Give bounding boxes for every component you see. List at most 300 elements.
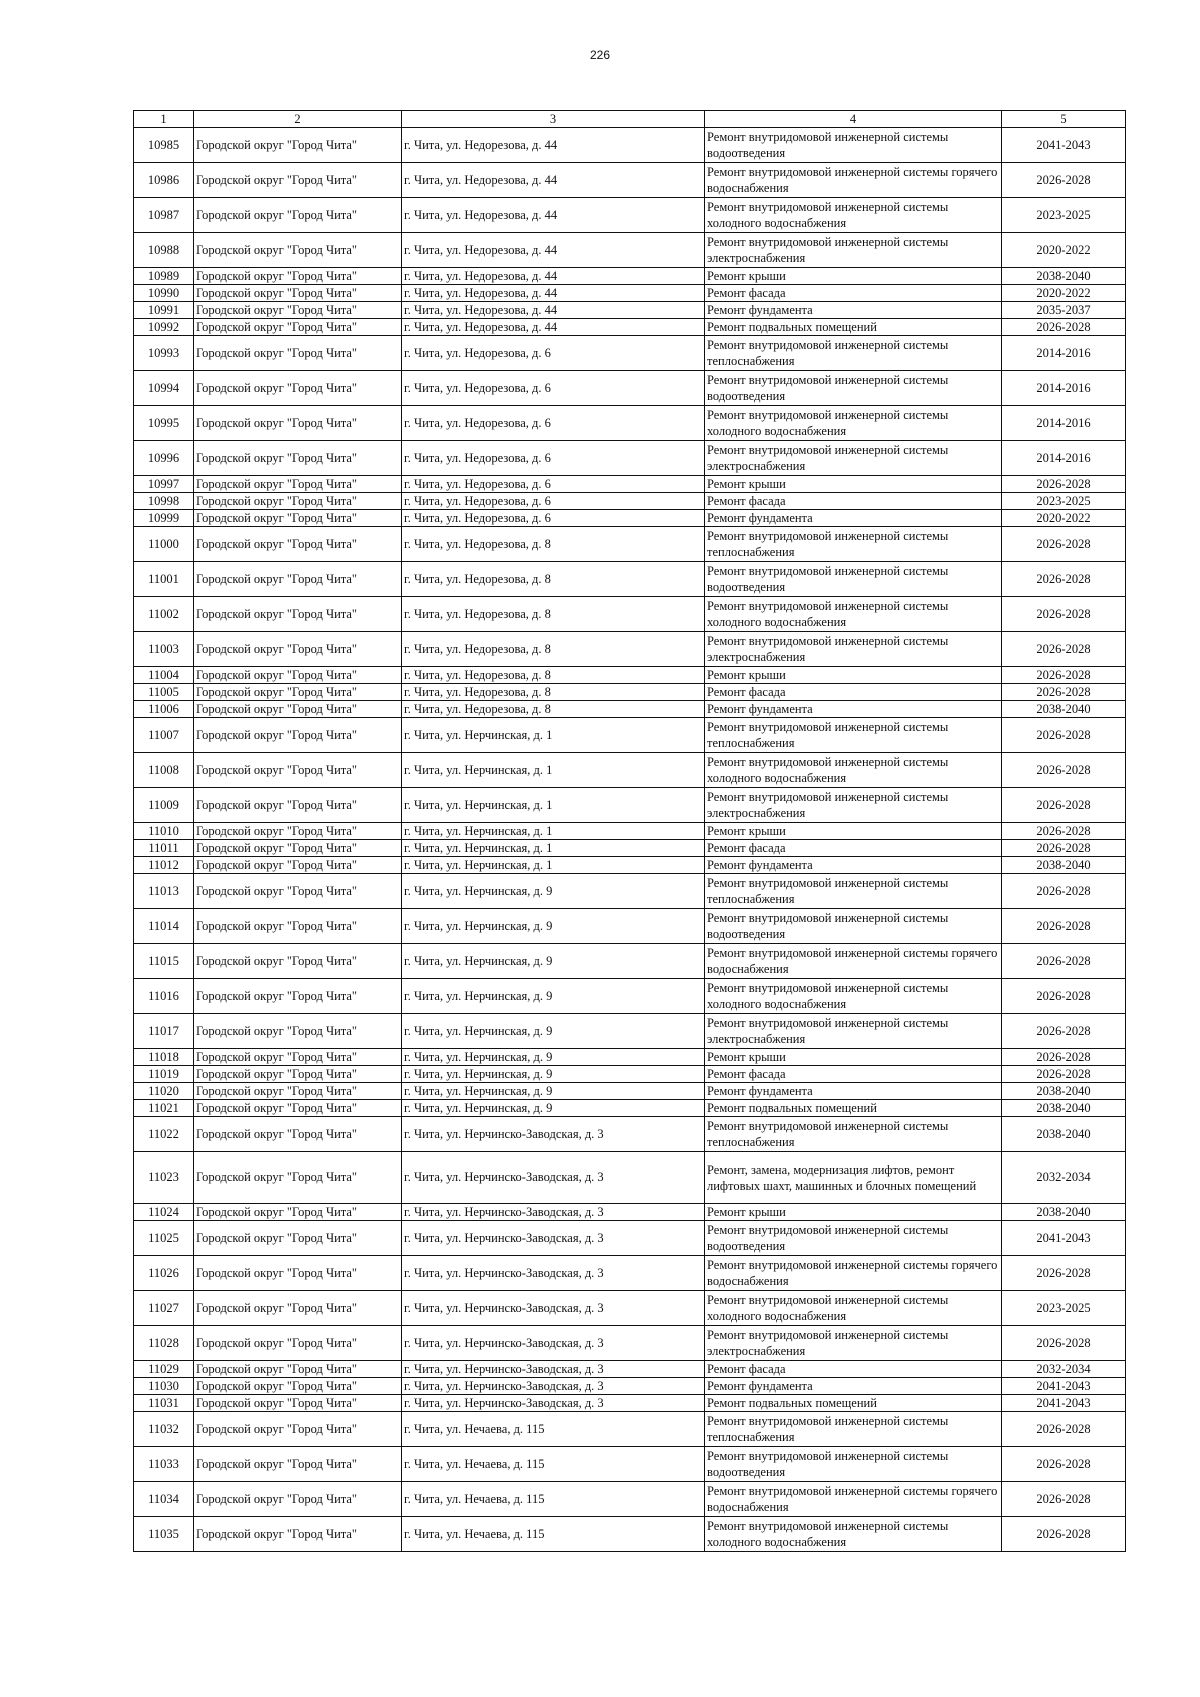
cell-work-type: Ремонт внутридомовой инженерной системы горячего водоснабжения	[705, 1482, 1002, 1517]
table-row	[134, 476, 1126, 493]
column-header-5: 5	[1002, 111, 1126, 128]
cell-address: г. Чита, ул. Недорезова, д. 44	[402, 128, 705, 163]
cell-address: г. Чита, ул. Нечаева, д. 115	[402, 1412, 705, 1447]
cell-row-number: 11027	[134, 1291, 194, 1326]
cell-municipality: Городской округ "Город Чита"	[194, 128, 402, 163]
cell-municipality: Городской округ "Город Чита"	[194, 527, 402, 562]
table-row	[134, 1326, 1126, 1361]
cell-address: г. Чита, ул. Недорезова, д. 8	[402, 632, 705, 667]
cell-municipality: Городской округ "Город Чита"	[194, 1204, 402, 1221]
cell-row-number: 10998	[134, 493, 194, 510]
cell-period: 2026-2028	[1002, 562, 1126, 597]
cell-row-number: 11019	[134, 1066, 194, 1083]
cell-row-number: 11032	[134, 1412, 194, 1447]
cell-municipality: Городской округ "Город Чита"	[194, 1447, 402, 1482]
cell-row-number: 11014	[134, 909, 194, 944]
cell-address: г. Чита, ул. Нерчинская, д. 9	[402, 874, 705, 909]
cell-work-type: Ремонт внутридомовой инженерной системы теплоснабжения	[705, 527, 1002, 562]
cell-work-type: Ремонт фундамента	[705, 302, 1002, 319]
cell-address: г. Чита, ул. Недорезова, д. 6	[402, 510, 705, 527]
table-row	[134, 285, 1126, 302]
cell-address: г. Чита, ул. Нерчинская, д. 9	[402, 1014, 705, 1049]
cell-row-number: 10985	[134, 128, 194, 163]
cell-municipality: Городской округ "Город Чита"	[194, 1412, 402, 1447]
table-row	[134, 198, 1126, 233]
cell-municipality: Городской округ "Город Чита"	[194, 1291, 402, 1326]
cell-municipality: Городской округ "Город Чита"	[194, 1395, 402, 1412]
table-row	[134, 840, 1126, 857]
cell-work-type: Ремонт внутридомовой инженерной системы холодного водоснабжения	[705, 979, 1002, 1014]
cell-work-type: Ремонт фасада	[705, 840, 1002, 857]
cell-period: 2032-2034	[1002, 1361, 1126, 1378]
cell-period: 2026-2028	[1002, 718, 1126, 753]
cell-work-type: Ремонт внутридомовой инженерной системы теплоснабжения	[705, 1412, 1002, 1447]
cell-work-type: Ремонт фундамента	[705, 1083, 1002, 1100]
cell-work-type: Ремонт фасада	[705, 684, 1002, 701]
cell-address: г. Чита, ул. Недорезова, д. 44	[402, 319, 705, 336]
cell-period: 2026-2028	[1002, 667, 1126, 684]
cell-period: 2026-2028	[1002, 1447, 1126, 1482]
cell-row-number: 11016	[134, 979, 194, 1014]
cell-work-type: Ремонт внутридомовой инженерной системы горячего водоснабжения	[705, 1256, 1002, 1291]
cell-municipality: Городской округ "Город Чита"	[194, 632, 402, 667]
cell-address: г. Чита, ул. Нерчинская, д. 9	[402, 1049, 705, 1066]
table-row	[134, 1204, 1126, 1221]
table-row	[134, 823, 1126, 840]
cell-row-number: 10986	[134, 163, 194, 198]
table-row	[134, 1361, 1126, 1378]
table-row	[134, 874, 1126, 909]
cell-period: 2038-2040	[1002, 1083, 1126, 1100]
cell-period: 2023-2025	[1002, 1291, 1126, 1326]
cell-address: г. Чита, ул. Недорезова, д. 44	[402, 268, 705, 285]
cell-municipality: Городской округ "Город Чита"	[194, 874, 402, 909]
table-row	[134, 597, 1126, 632]
cell-work-type: Ремонт фундамента	[705, 510, 1002, 527]
cell-work-type: Ремонт внутридомовой инженерной системы теплоснабжения	[705, 336, 1002, 371]
cell-address: г. Чита, ул. Нерчинско-Заводская, д. 3	[402, 1361, 705, 1378]
cell-municipality: Городской округ "Город Чита"	[194, 493, 402, 510]
cell-address: г. Чита, ул. Нерчинско-Заводская, д. 3	[402, 1256, 705, 1291]
cell-period: 2026-2028	[1002, 1014, 1126, 1049]
cell-period: 2026-2028	[1002, 909, 1126, 944]
table-row	[134, 1517, 1126, 1552]
cell-row-number: 11007	[134, 718, 194, 753]
cell-period: 2023-2025	[1002, 198, 1126, 233]
cell-row-number: 11024	[134, 1204, 194, 1221]
cell-period: 2026-2028	[1002, 944, 1126, 979]
cell-work-type: Ремонт фасада	[705, 285, 1002, 302]
cell-row-number: 11020	[134, 1083, 194, 1100]
table-row	[134, 510, 1126, 527]
cell-municipality: Городской округ "Город Чита"	[194, 406, 402, 441]
cell-address: г. Чита, ул. Нерчинско-Заводская, д. 3	[402, 1326, 705, 1361]
cell-work-type: Ремонт внутридомовой инженерной системы холодного водоснабжения	[705, 597, 1002, 632]
cell-period: 2020-2022	[1002, 233, 1126, 268]
cell-address: г. Чита, ул. Нерчинская, д. 1	[402, 753, 705, 788]
table-row	[134, 718, 1126, 753]
cell-address: г. Чита, ул. Нерчинско-Заводская, д. 3	[402, 1117, 705, 1152]
cell-work-type: Ремонт подвальных помещений	[705, 319, 1002, 336]
cell-work-type: Ремонт внутридомовой инженерной системы электроснабжения	[705, 632, 1002, 667]
cell-period: 2026-2028	[1002, 979, 1126, 1014]
cell-work-type: Ремонт внутридомовой инженерной системы холодного водоснабжения	[705, 753, 1002, 788]
cell-row-number: 11026	[134, 1256, 194, 1291]
cell-work-type: Ремонт внутридомовой инженерной системы теплоснабжения	[705, 718, 1002, 753]
column-header-4: 4	[705, 111, 1002, 128]
cell-municipality: Городской округ "Город Чита"	[194, 979, 402, 1014]
cell-row-number: 11017	[134, 1014, 194, 1049]
cell-period: 2026-2028	[1002, 1256, 1126, 1291]
cell-municipality: Городской округ "Город Чита"	[194, 1083, 402, 1100]
cell-period: 2026-2028	[1002, 163, 1126, 198]
table-row	[134, 336, 1126, 371]
table-row	[134, 1395, 1126, 1412]
cell-row-number: 10992	[134, 319, 194, 336]
table-row	[134, 527, 1126, 562]
table-row	[134, 1221, 1126, 1256]
cell-row-number: 11008	[134, 753, 194, 788]
cell-period: 2020-2022	[1002, 285, 1126, 302]
cell-work-type: Ремонт внутридомовой инженерной системы горячего водоснабжения	[705, 944, 1002, 979]
cell-period: 2026-2028	[1002, 476, 1126, 493]
cell-row-number: 10987	[134, 198, 194, 233]
cell-row-number: 11010	[134, 823, 194, 840]
cell-period: 2026-2028	[1002, 684, 1126, 701]
cell-address: г. Чита, ул. Нечаева, д. 115	[402, 1482, 705, 1517]
cell-row-number: 11012	[134, 857, 194, 874]
cell-municipality: Городской округ "Город Чита"	[194, 441, 402, 476]
table-row	[134, 1117, 1126, 1152]
cell-municipality: Городской округ "Город Чита"	[194, 1482, 402, 1517]
table-header-row	[134, 111, 1126, 128]
table-row	[134, 128, 1126, 163]
cell-municipality: Городской округ "Город Чита"	[194, 1256, 402, 1291]
cell-period: 2035-2037	[1002, 302, 1126, 319]
cell-municipality: Городской округ "Город Чита"	[194, 684, 402, 701]
cell-address: г. Чита, ул. Нерчинско-Заводская, д. 3	[402, 1291, 705, 1326]
cell-address: г. Чита, ул. Недорезова, д. 6	[402, 371, 705, 406]
cell-period: 2026-2028	[1002, 840, 1126, 857]
cell-row-number: 11013	[134, 874, 194, 909]
cell-work-type: Ремонт внутридомовой инженерной системы холодного водоснабжения	[705, 406, 1002, 441]
table-row	[134, 1100, 1126, 1117]
table-row	[134, 1083, 1126, 1100]
cell-municipality: Городской округ "Город Чита"	[194, 510, 402, 527]
cell-municipality: Городской округ "Город Чита"	[194, 562, 402, 597]
cell-period: 2026-2028	[1002, 874, 1126, 909]
cell-period: 2014-2016	[1002, 371, 1126, 406]
cell-work-type: Ремонт внутридомовой инженерной системы электроснабжения	[705, 1014, 1002, 1049]
cell-address: г. Чита, ул. Нерчинско-Заводская, д. 3	[402, 1221, 705, 1256]
cell-period: 2026-2028	[1002, 1412, 1126, 1447]
cell-municipality: Городской округ "Город Чита"	[194, 198, 402, 233]
cell-municipality: Городской округ "Город Чита"	[194, 944, 402, 979]
cell-period: 2026-2028	[1002, 527, 1126, 562]
cell-municipality: Городской округ "Город Чита"	[194, 1378, 402, 1395]
cell-municipality: Городской округ "Город Чита"	[194, 1117, 402, 1152]
cell-work-type: Ремонт фасада	[705, 1066, 1002, 1083]
cell-municipality: Городской округ "Город Чита"	[194, 718, 402, 753]
cell-period: 2026-2028	[1002, 1517, 1126, 1552]
cell-period: 2026-2028	[1002, 319, 1126, 336]
cell-period: 2014-2016	[1002, 441, 1126, 476]
cell-work-type: Ремонт внутридомовой инженерной системы холодного водоснабжения	[705, 198, 1002, 233]
cell-period: 2026-2028	[1002, 1326, 1126, 1361]
cell-row-number: 10999	[134, 510, 194, 527]
cell-work-type: Ремонт крыши	[705, 268, 1002, 285]
table-row	[134, 1291, 1126, 1326]
cell-work-type: Ремонт, замена, модернизация лифтов, ремонт лифтовых шахт, машинных и блочных помещений	[705, 1152, 1002, 1204]
table-row	[134, 632, 1126, 667]
cell-row-number: 11035	[134, 1517, 194, 1552]
cell-row-number: 10995	[134, 406, 194, 441]
cell-work-type: Ремонт внутридомовой инженерной системы водоотведения	[705, 1447, 1002, 1482]
cell-row-number: 11001	[134, 562, 194, 597]
cell-address: г. Чита, ул. Нерчинская, д. 1	[402, 823, 705, 840]
cell-municipality: Городской округ "Город Чита"	[194, 1326, 402, 1361]
cell-work-type: Ремонт внутридомовой инженерной системы водоотведения	[705, 562, 1002, 597]
cell-municipality: Городской округ "Город Чита"	[194, 1014, 402, 1049]
cell-period: 2023-2025	[1002, 493, 1126, 510]
cell-work-type: Ремонт внутридомовой инженерной системы электроснабжения	[705, 233, 1002, 268]
cell-row-number: 11029	[134, 1361, 194, 1378]
cell-row-number: 11021	[134, 1100, 194, 1117]
cell-address: г. Чита, ул. Недорезова, д. 6	[402, 336, 705, 371]
table-row	[134, 163, 1126, 198]
table-body	[134, 111, 1126, 1552]
cell-address: г. Чита, ул. Недорезова, д. 8	[402, 667, 705, 684]
cell-municipality: Городской округ "Город Чита"	[194, 1152, 402, 1204]
cell-address: г. Чита, ул. Нерчинско-Заводская, д. 3	[402, 1204, 705, 1221]
cell-period: 2041-2043	[1002, 1221, 1126, 1256]
cell-row-number: 11023	[134, 1152, 194, 1204]
cell-address: г. Чита, ул. Недорезова, д. 6	[402, 441, 705, 476]
cell-work-type: Ремонт внутридомовой инженерной системы водоотведения	[705, 1221, 1002, 1256]
cell-row-number: 11031	[134, 1395, 194, 1412]
table-row	[134, 233, 1126, 268]
cell-municipality: Городской округ "Город Чита"	[194, 371, 402, 406]
cell-address: г. Чита, ул. Недорезова, д. 8	[402, 701, 705, 718]
cell-address: г. Чита, ул. Недорезова, д. 8	[402, 562, 705, 597]
table-row	[134, 493, 1126, 510]
cell-work-type: Ремонт подвальных помещений	[705, 1100, 1002, 1117]
cell-municipality: Городской округ "Город Чита"	[194, 336, 402, 371]
cell-period: 2038-2040	[1002, 857, 1126, 874]
table-row	[134, 788, 1126, 823]
cell-address: г. Чита, ул. Нерчинско-Заводская, д. 3	[402, 1152, 705, 1204]
table-row	[134, 441, 1126, 476]
column-header-3: 3	[402, 111, 705, 128]
cell-work-type: Ремонт крыши	[705, 476, 1002, 493]
table-row	[134, 1256, 1126, 1291]
cell-work-type: Ремонт внутридомовой инженерной системы водоотведения	[705, 909, 1002, 944]
cell-work-type: Ремонт фундамента	[705, 1378, 1002, 1395]
cell-work-type: Ремонт подвальных помещений	[705, 1395, 1002, 1412]
cell-address: г. Чита, ул. Нерчинская, д. 1	[402, 857, 705, 874]
table-row	[134, 1152, 1126, 1204]
cell-period: 2038-2040	[1002, 1117, 1126, 1152]
cell-municipality: Городской округ "Город Чита"	[194, 476, 402, 493]
cell-municipality: Городской округ "Город Чита"	[194, 701, 402, 718]
table-row	[134, 319, 1126, 336]
cell-row-number: 11033	[134, 1447, 194, 1482]
cell-address: г. Чита, ул. Недорезова, д. 44	[402, 302, 705, 319]
cell-address: г. Чита, ул. Недорезова, д. 44	[402, 198, 705, 233]
cell-period: 2038-2040	[1002, 701, 1126, 718]
cell-row-number: 11018	[134, 1049, 194, 1066]
cell-municipality: Городской округ "Город Чита"	[194, 823, 402, 840]
cell-period: 2026-2028	[1002, 1049, 1126, 1066]
cell-work-type: Ремонт крыши	[705, 1204, 1002, 1221]
table-row	[134, 667, 1126, 684]
cell-row-number: 11000	[134, 527, 194, 562]
table-row	[134, 1378, 1126, 1395]
cell-period: 2038-2040	[1002, 1100, 1126, 1117]
cell-row-number: 11011	[134, 840, 194, 857]
cell-work-type: Ремонт фундамента	[705, 857, 1002, 874]
table-row	[134, 857, 1126, 874]
cell-municipality: Городской округ "Город Чита"	[194, 163, 402, 198]
cell-row-number: 10989	[134, 268, 194, 285]
cell-municipality: Городской округ "Город Чита"	[194, 233, 402, 268]
cell-municipality: Городской округ "Город Чита"	[194, 597, 402, 632]
table-row	[134, 562, 1126, 597]
table-row	[134, 1412, 1126, 1447]
cell-address: г. Чита, ул. Недорезова, д. 44	[402, 233, 705, 268]
cell-row-number: 10994	[134, 371, 194, 406]
table-row	[134, 371, 1126, 406]
cell-period: 2014-2016	[1002, 336, 1126, 371]
cell-period: 2032-2034	[1002, 1152, 1126, 1204]
cell-address: г. Чита, ул. Нерчинская, д. 1	[402, 788, 705, 823]
cell-municipality: Городской округ "Город Чита"	[194, 909, 402, 944]
cell-work-type: Ремонт фундамента	[705, 701, 1002, 718]
cell-work-type: Ремонт внутридомовой инженерной системы холодного водоснабжения	[705, 1291, 1002, 1326]
cell-address: г. Чита, ул. Нерчинско-Заводская, д. 3	[402, 1395, 705, 1412]
cell-period: 2026-2028	[1002, 632, 1126, 667]
cell-work-type: Ремонт внутридомовой инженерной системы водоотведения	[705, 128, 1002, 163]
table-row	[134, 753, 1126, 788]
cell-municipality: Городской округ "Город Чита"	[194, 1221, 402, 1256]
cell-address: г. Чита, ул. Недорезова, д. 6	[402, 406, 705, 441]
cell-work-type: Ремонт внутридомовой инженерной системы холодного водоснабжения	[705, 1517, 1002, 1552]
cell-row-number: 10996	[134, 441, 194, 476]
cell-row-number: 11034	[134, 1482, 194, 1517]
cell-row-number: 11002	[134, 597, 194, 632]
cell-period: 2038-2040	[1002, 1204, 1126, 1221]
cell-row-number: 10988	[134, 233, 194, 268]
column-header-1: 1	[134, 111, 194, 128]
cell-municipality: Городской округ "Город Чита"	[194, 1361, 402, 1378]
cell-address: г. Чита, ул. Недорезова, д. 6	[402, 493, 705, 510]
cell-municipality: Городской округ "Город Чита"	[194, 840, 402, 857]
cell-municipality: Городской округ "Город Чита"	[194, 1100, 402, 1117]
cell-work-type: Ремонт фасада	[705, 493, 1002, 510]
cell-row-number: 11003	[134, 632, 194, 667]
table-row	[134, 1482, 1126, 1517]
cell-address: г. Чита, ул. Недорезова, д. 44	[402, 163, 705, 198]
cell-address: г. Чита, ул. Недорезова, д. 6	[402, 476, 705, 493]
cell-address: г. Чита, ул. Нерчинско-Заводская, д. 3	[402, 1378, 705, 1395]
cell-address: г. Чита, ул. Недорезова, д. 8	[402, 597, 705, 632]
table-row	[134, 268, 1126, 285]
cell-address: г. Чита, ул. Недорезова, д. 44	[402, 285, 705, 302]
cell-period: 2041-2043	[1002, 1395, 1126, 1412]
cell-address: г. Чита, ул. Недорезова, д. 8	[402, 527, 705, 562]
cell-address: г. Чита, ул. Недорезова, д. 8	[402, 684, 705, 701]
cell-work-type: Ремонт крыши	[705, 823, 1002, 840]
cell-row-number: 11005	[134, 684, 194, 701]
cell-row-number: 11009	[134, 788, 194, 823]
cell-address: г. Чита, ул. Нерчинская, д. 9	[402, 979, 705, 1014]
cell-period: 2020-2022	[1002, 510, 1126, 527]
cell-row-number: 11004	[134, 667, 194, 684]
cell-row-number: 11028	[134, 1326, 194, 1361]
cell-period: 2014-2016	[1002, 406, 1126, 441]
cell-municipality: Городской округ "Город Чита"	[194, 1049, 402, 1066]
table-row	[134, 1447, 1126, 1482]
cell-work-type: Ремонт крыши	[705, 1049, 1002, 1066]
cell-row-number: 11006	[134, 701, 194, 718]
cell-address: г. Чита, ул. Нечаева, д. 115	[402, 1447, 705, 1482]
cell-period: 2026-2028	[1002, 788, 1126, 823]
cell-municipality: Городской округ "Город Чита"	[194, 857, 402, 874]
table-row	[134, 1014, 1126, 1049]
cell-period: 2038-2040	[1002, 268, 1126, 285]
cell-row-number: 10991	[134, 302, 194, 319]
cell-work-type: Ремонт внутридомовой инженерной системы водоотведения	[705, 371, 1002, 406]
table-row	[134, 1049, 1126, 1066]
cell-row-number: 11025	[134, 1221, 194, 1256]
table-row	[134, 302, 1126, 319]
cell-work-type: Ремонт внутридомовой инженерной системы горячего водоснабжения	[705, 163, 1002, 198]
cell-address: г. Чита, ул. Нерчинская, д. 1	[402, 840, 705, 857]
cell-address: г. Чита, ул. Нерчинская, д. 1	[402, 718, 705, 753]
cell-municipality: Городской округ "Город Чита"	[194, 302, 402, 319]
table-row	[134, 701, 1126, 718]
cell-period: 2026-2028	[1002, 823, 1126, 840]
cell-address: г. Чита, ул. Нерчинская, д. 9	[402, 1083, 705, 1100]
cell-address: г. Чита, ул. Нерчинская, д. 9	[402, 1100, 705, 1117]
cell-period: 2026-2028	[1002, 597, 1126, 632]
cell-period: 2041-2043	[1002, 128, 1126, 163]
cell-work-type: Ремонт внутридомовой инженерной системы теплоснабжения	[705, 1117, 1002, 1152]
cell-work-type: Ремонт внутридомовой инженерной системы электроснабжения	[705, 441, 1002, 476]
cell-address: г. Чита, ул. Нерчинская, д. 9	[402, 944, 705, 979]
cell-row-number: 11030	[134, 1378, 194, 1395]
table-row	[134, 909, 1126, 944]
cell-address: г. Чита, ул. Нерчинская, д. 9	[402, 1066, 705, 1083]
cell-row-number: 10993	[134, 336, 194, 371]
cell-municipality: Городской округ "Город Чита"	[194, 667, 402, 684]
table-row	[134, 684, 1126, 701]
cell-municipality: Городской округ "Город Чита"	[194, 285, 402, 302]
cell-period: 2041-2043	[1002, 1378, 1126, 1395]
cell-address: г. Чита, ул. Нечаева, д. 115	[402, 1517, 705, 1552]
cell-municipality: Городской округ "Город Чита"	[194, 319, 402, 336]
cell-row-number: 10990	[134, 285, 194, 302]
cell-period: 2026-2028	[1002, 1482, 1126, 1517]
table-row	[134, 944, 1126, 979]
table-row	[134, 1066, 1126, 1083]
cell-work-type: Ремонт крыши	[705, 667, 1002, 684]
cell-municipality: Городской округ "Город Чита"	[194, 1066, 402, 1083]
cell-period: 2026-2028	[1002, 1066, 1126, 1083]
table-row	[134, 979, 1126, 1014]
page-number: 226	[589, 48, 611, 62]
cell-period: 2026-2028	[1002, 753, 1126, 788]
